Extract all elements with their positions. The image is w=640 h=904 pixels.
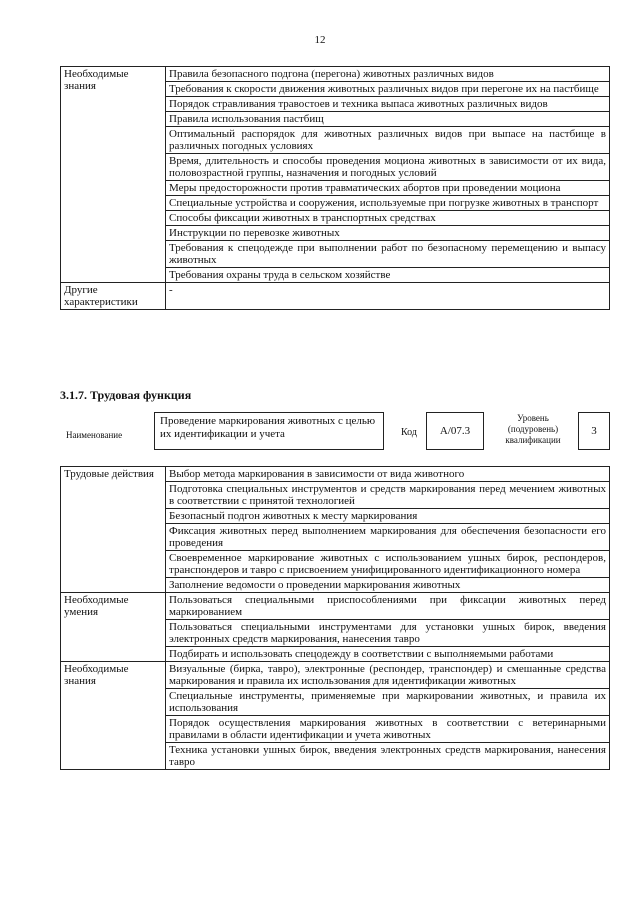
code-label: Код (401, 427, 417, 438)
table-cell: Оптимальный распорядок для животных различных видов при выпасе на пастбище в различных погодных условиях (166, 127, 610, 154)
table-cell: Способы фиксации животных в транспортных средствах (166, 211, 610, 226)
table-cell: Требования к скорости движения животных различных видов при перегоне их на пастбище (166, 82, 610, 97)
name-label: Наименование (66, 430, 123, 440)
competency-table-1 (60, 66, 610, 310)
function-name-box (154, 412, 384, 450)
row-group-label: Необходимые умения (61, 593, 166, 662)
table-cell: Пользоваться специальными инструментами для установки ушных бирок, введения электронных средств маркирования, нанесения тавро (166, 620, 610, 647)
section-title: 3.1.7. Трудовая функция (60, 388, 192, 402)
table-cell: Требования охраны труда в сельском хозяйстве (166, 268, 610, 283)
table-cell: Подготовка специальных инструментов и средств маркирования перед мечением животных в соответствии с принятой технологией (166, 482, 610, 509)
table-cell: Безопасный подгон животных к месту маркирования (166, 509, 610, 524)
table-cell: Меры предосторожности против травматических абортов при проведении моциона (166, 181, 610, 196)
table-cell: Порядок осуществления маркирования животных в соответствии с ветеринарными правилами в области идентификации и учета животных (166, 716, 610, 743)
qualification-level-box (578, 412, 610, 450)
table-cell: Выбор метода маркирования в зависимости от вида животного (166, 467, 610, 482)
function-name-value: Проведение маркирования животных с целью их идентификации и учета (160, 415, 376, 440)
table-row (61, 283, 610, 310)
table-cell: Специальные устройства и сооружения, используемые при погрузке животных в транспорт (166, 196, 610, 211)
table-cell: - (166, 283, 610, 310)
table-row (61, 593, 610, 620)
table-row (61, 662, 610, 689)
qualification-level-value: 3 (591, 424, 597, 437)
row-group-label: Трудовые действия (61, 467, 166, 593)
table-row (61, 67, 610, 82)
row-group-label: Необходимые знания (61, 67, 166, 283)
competency-table-2 (60, 466, 610, 770)
table-cell: Специальные инструменты, применяемые при маркировании животных, и правила их использования (166, 689, 610, 716)
table-cell: Своевременное маркирование животных с использованием ушных бирок, респондеров, транспондеров и тавро с присвоением унифицированного идентификационного номера (166, 551, 610, 578)
row-group-label: Другие характеристики (61, 283, 166, 310)
row-group-label: Необходимые знания (61, 662, 166, 770)
table-cell: Требования к спецодежде при выполнении работ по безопасному перемещению и выпасу животных (166, 241, 610, 268)
qualification-level-label: Уровень (подуровень) квалификации (505, 413, 561, 445)
table-cell: Пользоваться специальными приспособлениями при фиксации животных перед маркированием (166, 593, 610, 620)
table-cell: Визуальные (бирка, тавро), электронные (респондер, транспондер) и смешанные средства маркирования и правила их использования для идентификации животных (166, 662, 610, 689)
table-cell: Фиксация животных перед выполнением маркирования для обеспечения безопасности его проведения (166, 524, 610, 551)
table-cell: Инструкции по перевозке животных (166, 226, 610, 241)
table-cell: Правила использования пастбищ (166, 112, 610, 127)
table-cell: Заполнение ведомости о проведении маркирования животных (166, 578, 610, 593)
table-cell: Правила безопасного подгона (перегона) животных различных видов (166, 67, 610, 82)
code-value: A/07.3 (439, 424, 471, 437)
table-cell: Время, длительность и способы проведения моциона животных в зависимости от их вида, половозрастной группы, назначения и погодных условий (166, 154, 610, 181)
table-cell: Подбирать и использовать спецодежду в соответствии с выполняемыми работами (166, 647, 610, 662)
table-row (61, 467, 610, 482)
table-cell: Техника установки ушных бирок, введения электронных средств маркирования, нанесения тавро (166, 743, 610, 770)
table-cell: Порядок стравливания травостоев и техника выпаса животных различных видов (166, 97, 610, 112)
code-box (426, 412, 484, 450)
page-number: 12 (314, 34, 326, 46)
